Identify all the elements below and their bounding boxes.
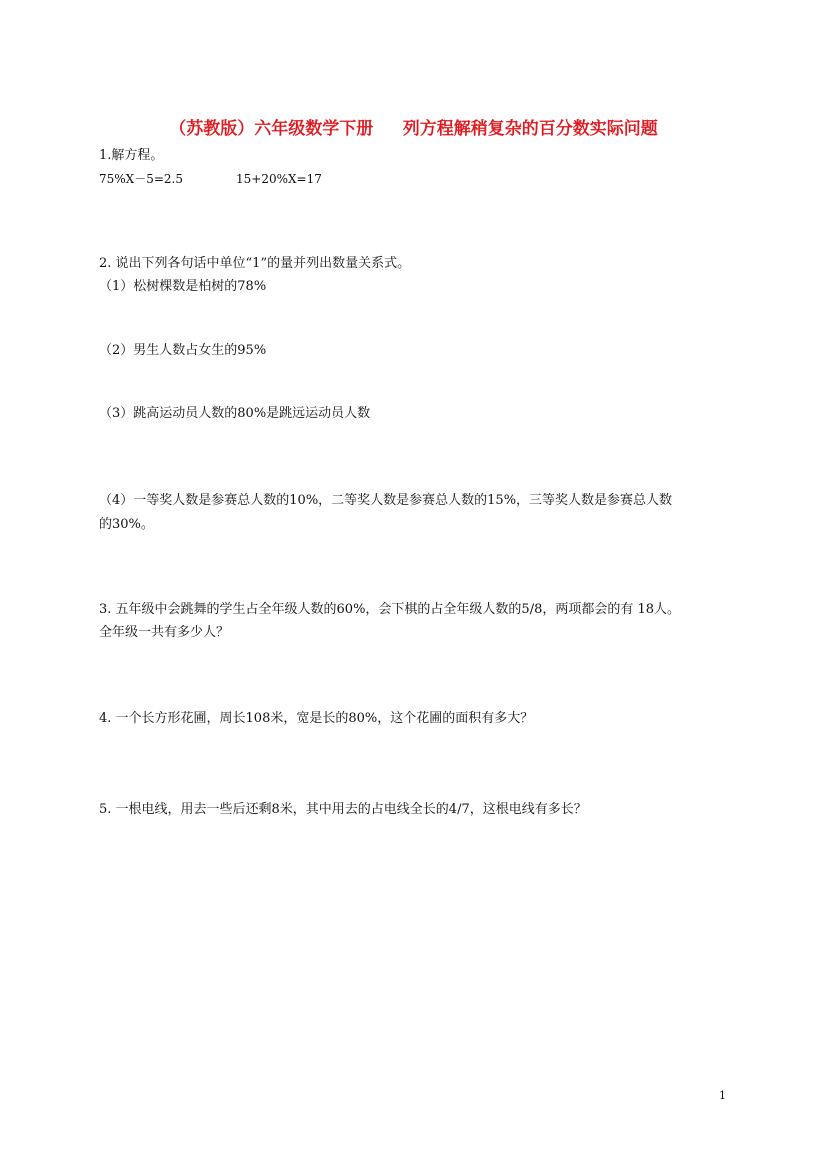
- q2-item-4-line2: 的30%。: [99, 517, 154, 532]
- q2-item-4-line1: （4）一等奖人数是参赛总人数的10%，二等奖人数是参赛总人数的15%，三等奖人数是参赛总人数: [99, 493, 673, 508]
- q5-text: 5. 一根电线，用去一些后还剩8米，其中用去的占电线全长的4/7，这根电线有多长？: [99, 802, 587, 817]
- q1-equation-a: 75%X－5=2.5: [99, 172, 183, 186]
- q1-equation-b: 15+20%X=17: [236, 172, 322, 186]
- q2-item-1: （1）松树棵数是柏树的78%: [99, 279, 267, 294]
- page-title: （苏教版）六年级数学下册 列方程解稍复杂的百分数实际问题: [169, 119, 658, 139]
- q2-item-2: （2）男生人数占女生的95%: [99, 343, 267, 358]
- q2-heading: 2. 说出下列各句话中单位“1”的量并列出数量关系式。: [99, 256, 411, 271]
- q2-item-3: （3）跳高运动员人数的80%是跳远运动员人数: [99, 406, 371, 421]
- page-number: 1: [719, 1089, 726, 1102]
- q3-line-1: 3. 五年级中会跳舞的学生占全年级人数的60%，会下棋的占全年级人数的5/8，两项都会的有 18人。: [99, 602, 681, 617]
- q4-text: 4. 一个长方形花圃，周长108米，宽是长的80%，这个花圃的面积有多大？: [99, 711, 534, 726]
- q3-line-2: 全年级一共有多少人？: [99, 625, 230, 640]
- q1-heading: 1.解方程。: [99, 148, 164, 163]
